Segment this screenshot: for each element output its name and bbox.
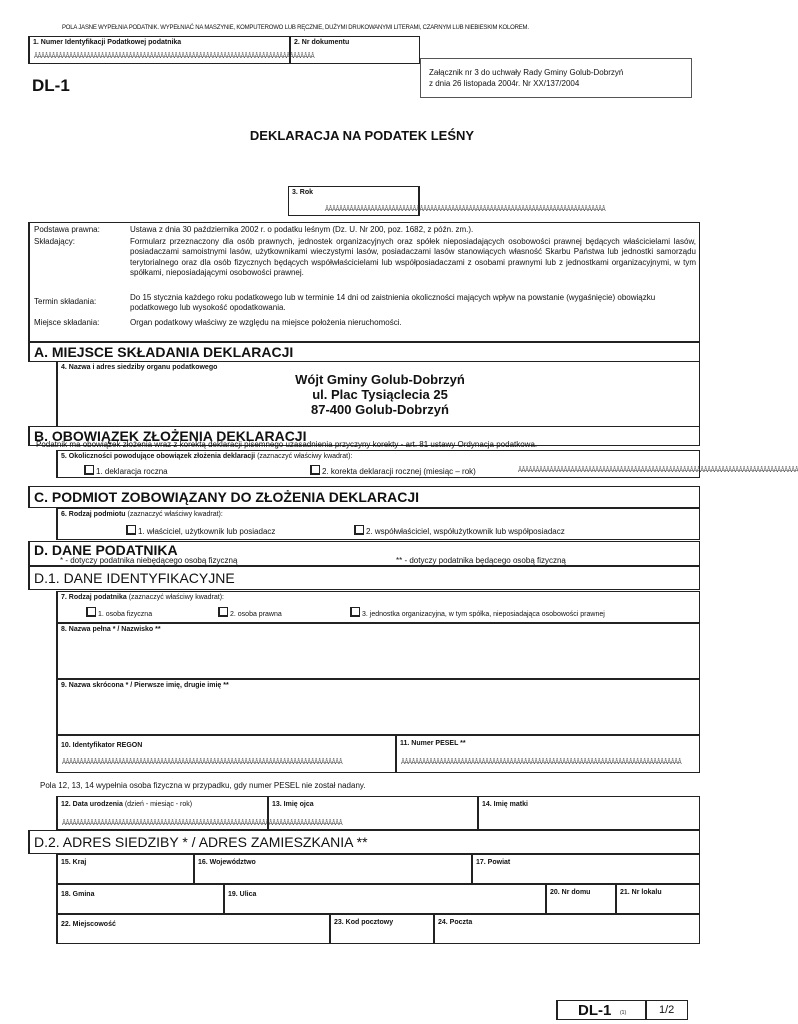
document-number-field[interactable]: [290, 36, 420, 64]
house-number-field[interactable]: [546, 884, 616, 914]
basis-text: Ustawa z dnia 30 października 2002 r. o podatku leśnym (Dz. U. Nr 200, poz. 1682, z późn. zm.).: [130, 225, 474, 234]
section-a-header: A. MIEJSCE SKŁADANIA DEKLARACJI: [28, 342, 700, 362]
attachment-line1: Załącznik nr 3 do uchwały Rady Gminy Golub-Dobrzyń: [429, 68, 624, 77]
option-legal-person[interactable]: 2. osoba prawna: [218, 607, 282, 618]
checkbox[interactable]: [218, 607, 228, 617]
deadline-label: Termin składania:: [34, 297, 97, 306]
footer-code-box: [556, 1000, 646, 1020]
street-label: 19. Ulica: [228, 891, 257, 898]
year-label: 3. Rok: [292, 189, 314, 196]
option-individual[interactable]: 1. osoba fizyczna: [86, 607, 152, 618]
mother-name-field[interactable]: [478, 796, 700, 830]
nip-dotfill: ÂÂÂÂÂÂÂÂÂÂÂÂÂÂÂÂÂÂÂÂÂÂÂÂÂÂÂÂÂÂÂÂÂÂÂÂÂÂÂÂÂÂÂÂÂÂÂÂÂÂÂÂÂÂÂÂÂÂÂÂÂÂÂÂÂÂÂÂÂÂÂÂÂÂÂÂÂÂÂÂ: [34, 54, 315, 60]
checkbox[interactable]: [126, 525, 136, 535]
post-office-field[interactable]: [434, 914, 700, 944]
country-field[interactable]: [56, 854, 194, 884]
footer-page-box: [646, 1000, 688, 1020]
town-field[interactable]: [56, 914, 330, 944]
entity-type-label: 6. Rodzaj podmiotu (zaznaczyć właściwy kwadrat):: [61, 511, 223, 518]
info-block: [28, 222, 700, 342]
birth-date-dotfill: ÂÂÂÂÂÂÂÂÂÂÂÂÂÂÂÂÂÂÂÂÂÂÂÂÂÂÂÂÂÂÂÂÂÂÂÂÂÂÂÂÂÂÂÂÂÂÂÂÂÂÂÂÂÂÂÂÂÂÂÂÂÂÂÂÂÂÂÂÂÂÂÂÂÂÂÂÂÂÂÂ: [62, 821, 343, 827]
checkbox[interactable]: [354, 525, 364, 535]
correction-date-dotfill: ÂÂÂÂÂÂÂÂÂÂÂÂÂÂÂÂÂÂÂÂÂÂÂÂÂÂÂÂÂÂÂÂÂÂÂÂÂÂÂÂÂÂÂÂÂÂÂÂÂÂÂÂÂÂÂÂÂÂÂÂÂÂÂÂÂÂÂÂÂÂÂÂÂÂÂÂÂÂÂÂ: [518, 468, 798, 474]
option-annual-declaration[interactable]: 1. deklaracja roczna: [84, 465, 168, 476]
filer-text: Formularz przeznaczony dla osób prawnych, jednostek organizacyjnych oraz spółek nieposiadających osobowości prawnej będących właścicielami lasów, posiadaczami samoistnymi lasów, użytkownikami wieczystymi lasów, posiadaczami lasów stanowiących własność Skarbu Państwa lub jednostki samorządu terytorialnego oraz dla osób fizycznych będących współwłaścicielami lub współposiadaczami z osobami prawnymi lub z jednostkami organizacyjnymi, w tym spółkami, nieposiadającymi osobowości prawnej.: [130, 237, 696, 278]
regon-label: 10. Identyfikator REGON: [61, 742, 143, 749]
checkbox[interactable]: [310, 465, 320, 475]
form-code: DL-1: [32, 76, 70, 95]
pesel-dotfill: ÂÂÂÂÂÂÂÂÂÂÂÂÂÂÂÂÂÂÂÂÂÂÂÂÂÂÂÂÂÂÂÂÂÂÂÂÂÂÂÂÂÂÂÂÂÂÂÂÂÂÂÂÂÂÂÂÂÂÂÂÂÂÂÂÂÂÂÂÂÂÂÂÂÂÂÂÂÂÂÂ: [401, 760, 682, 766]
county-field[interactable]: [472, 854, 700, 884]
option-owner[interactable]: 1. właściciel, użytkownik lub posiadacz: [126, 525, 275, 536]
section-c-header: C. PODMIOT ZOBOWIĄZANY DO ZŁOŻENIA DEKLARACJI: [28, 486, 700, 508]
pesel-label: 11. Numer PESEL **: [400, 740, 466, 747]
taxpayer-type-label: 7. Rodzaj podatnika (zaznaczyć właściwy kwadrat):: [61, 594, 224, 601]
tax-office-label: 4. Nazwa i adres siedziby organu podatkowego: [61, 364, 218, 371]
municipality-field[interactable]: [56, 884, 224, 914]
apartment-number-field[interactable]: [616, 884, 700, 914]
instructions-note: POLA JASNE WYPEŁNIA PODATNIK. WYPEŁNIAĆ NA MASZYNIE, KOMPUTEROWO LUB RĘCZNIE, DUŻYMI DRUKOWANYMI LITERAMI, CZARNYM LUB NIEBIESKIM KOLOREM.: [62, 25, 529, 31]
section-b-header: B. OBOWIĄZEK ZŁOŻENIA DEKLARACJI: [28, 426, 700, 446]
attachment-box: [420, 58, 692, 98]
entity-type-field: [56, 508, 700, 540]
option-co-owner[interactable]: 2. współwłaściciel, współużytkownik lub współposiadacz: [354, 525, 565, 536]
nip-label: 1. Numer Identyfikacji Podatkowej podatnika: [33, 39, 182, 46]
pesel-field[interactable]: [396, 735, 700, 773]
attachment-line2: z dnia 26 listopada 2004r. Nr XX/137/2004: [429, 79, 580, 88]
filer-label: Składający:: [34, 237, 75, 246]
father-name-field[interactable]: [268, 796, 478, 830]
postal-code-label: 23. Kod pocztowy: [334, 919, 394, 926]
street-field[interactable]: [224, 884, 546, 914]
birth-date-label: 12. Data urodzenia (dzień - miesiąc - rok): [61, 801, 193, 808]
taxpayer-type-field: [56, 591, 700, 623]
footer-form-sup: (1): [620, 1010, 627, 1016]
mother-name-label: 14. Imię matki: [482, 801, 528, 808]
full-name-label: 8. Nazwa pełna * / Nazwisko **: [61, 626, 161, 633]
postal-code-field[interactable]: [330, 914, 434, 944]
place-text: Organ podatkowy właściwy ze względu na miejsce położenia nieruchomości.: [130, 318, 402, 327]
pesel-note: Pola 12, 13, 14 wypełnia osoba fizyczna w przypadku, gdy numer PESEL nie został nadany.: [40, 781, 366, 790]
short-name-field[interactable]: [56, 679, 700, 735]
option-correction[interactable]: 2. korekta deklaracji rocznej (miesiąc – rok): [310, 465, 476, 476]
section-d-header: D. DANE PODATNIKA: [28, 541, 700, 566]
father-name-label: 13. Imię ojca: [272, 801, 314, 808]
tax-office-line2: ul. Plac Tysiąclecia 25: [312, 387, 448, 402]
footer-form-code: DL-1: [578, 1002, 612, 1019]
town-label: 22. Miejscowość: [61, 921, 116, 928]
house-number-label: 20. Nr domu: [550, 889, 591, 896]
section-d2-header: D.2. ADRES SIEDZIBY * / ADRES ZAMIESZKANIA **: [28, 830, 700, 854]
voivodeship-label: 16. Województwo: [198, 859, 256, 866]
post-office-label: 24. Poczta: [438, 919, 473, 926]
full-name-field[interactable]: [56, 623, 700, 679]
country-label: 15. Kraj: [61, 859, 87, 866]
note-non-individual: * - dotyczy podatnika niebędącego osobą fizyczną: [60, 556, 238, 565]
document-number-label: 2. Nr dokumentu: [294, 39, 350, 46]
section-d1-header: D.1. DANE IDENTYFIKACYJNE: [28, 566, 700, 590]
basis-label: Podstawa prawna:: [34, 225, 100, 234]
checkbox[interactable]: [350, 607, 360, 617]
year-dotfill: ÂÂÂÂÂÂÂÂÂÂÂÂÂÂÂÂÂÂÂÂÂÂÂÂÂÂÂÂÂÂÂÂÂÂÂÂÂÂÂÂÂÂÂÂÂÂÂÂÂÂÂÂÂÂÂÂÂÂÂÂÂÂÂÂÂÂÂÂÂÂÂÂÂÂÂÂÂÂÂÂ: [325, 207, 606, 213]
voivodeship-field[interactable]: [194, 854, 472, 884]
correction-note: Podatnik ma obowiązek złożenia wraz z korektą deklaracji pisemnego uzasadnienia przyczyny korekty - art. 81 ustawy Ordynacja podatkowa.: [36, 440, 538, 449]
nip-field[interactable]: [28, 36, 315, 64]
place-label: Miejsce składania:: [34, 318, 100, 327]
page-number: 1/2: [659, 1004, 675, 1016]
tax-office-line3: 87-400 Golub-Dobrzyń: [311, 402, 449, 417]
checkbox[interactable]: [86, 607, 96, 617]
year-field[interactable]: [288, 186, 606, 216]
circumstances-label: 5. Okoliczności powodujące obowiązek złożenia deklaracji (zaznaczyć właściwy kwadrat):: [61, 453, 353, 460]
option-organization[interactable]: 3. jednostka organizacyjna, w tym spółka, nieposiadająca osobowości prawnej: [350, 607, 605, 618]
regon-dotfill: ÂÂÂÂÂÂÂÂÂÂÂÂÂÂÂÂÂÂÂÂÂÂÂÂÂÂÂÂÂÂÂÂÂÂÂÂÂÂÂÂÂÂÂÂÂÂÂÂÂÂÂÂÂÂÂÂÂÂÂÂÂÂÂÂÂÂÂÂÂÂÂÂÂÂÂÂÂÂÂÂ: [62, 760, 343, 766]
page-title: DEKLARACJA NA PODATEK LEŚNY: [249, 128, 475, 143]
municipality-label: 18. Gmina: [61, 891, 95, 898]
regon-field[interactable]: [56, 735, 396, 773]
circumstances-field: [56, 450, 798, 478]
tax-office-field: [56, 361, 700, 427]
short-name-label: 9. Nazwa skrócona * / Pierwsze imię, drugie imię **: [61, 682, 229, 689]
county-label: 17. Powiat: [476, 859, 511, 866]
apartment-number-label: 21. Nr lokalu: [620, 889, 662, 896]
tax-office-line1: Wójt Gminy Golub-Dobrzyń: [295, 372, 465, 387]
deadline-text: Do 15 stycznia każdego roku podatkowego lub w terminie 14 dni od zaistnienia okoliczności mających wpływ na powstanie (wygaśnięcie) obowiązku podatkowego lub wysokość opodatkowania.: [130, 293, 656, 312]
note-individual: ** - dotyczy podatnika będącego osobą fizyczną: [396, 556, 566, 565]
checkbox[interactable]: [84, 465, 94, 475]
